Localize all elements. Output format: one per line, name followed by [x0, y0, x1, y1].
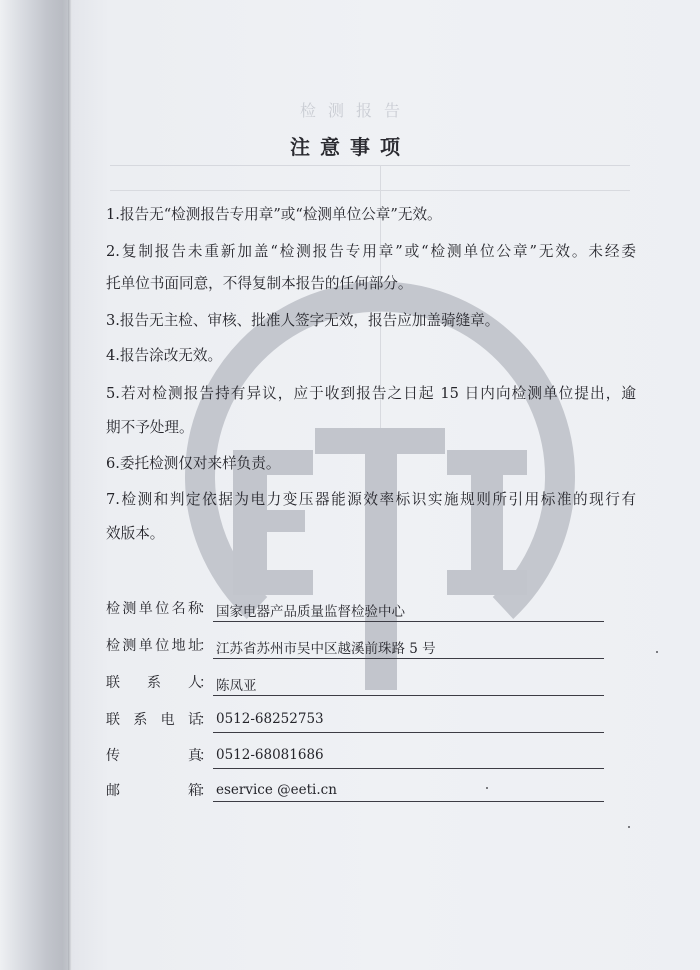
contact-colon: ： — [199, 601, 213, 617]
contact-colon: ： — [199, 638, 213, 654]
contact-colon: ： — [199, 675, 213, 691]
notice-item-7-cont: 效版本。 — [106, 525, 165, 542]
contact-colon: ： — [199, 712, 213, 728]
notice-item-6: 6.委托检测仅对来样负责。 — [106, 455, 281, 472]
page-title: 注意事项 — [290, 135, 410, 159]
contact-underline — [213, 768, 604, 769]
contact-underline — [213, 801, 604, 802]
notice-item-2-cont: 托单位书面同意，不得复制本报告的任何部分。 — [106, 275, 413, 292]
bleed-through-heading: 检测报告 — [300, 101, 413, 120]
notice-item-7: 7.检测和判定依据为电力变压器能源效率标识实施规则所引用标准的现行有 — [106, 491, 636, 508]
contact-value-email: eservice @eeti.cn — [216, 782, 337, 798]
contact-value-fax: 0512-68081686 — [216, 747, 324, 763]
bleed-through-rule — [110, 190, 630, 191]
contact-colon: ： — [199, 783, 213, 799]
notice-item-5: 5.若对检测报告持有异议，应于收到报告之日起 15 日内向检测单位提出，逾 — [106, 385, 636, 402]
contact-value-person: 陈凤亚 — [216, 678, 257, 694]
notice-item-2: 2.复制报告未重新加盖“检测报告专用章”或“检测单位公章”无效。未经委 — [106, 243, 636, 260]
notice-item-5-cont: 期不予处理。 — [106, 419, 194, 436]
contact-label-person: 联系人 — [106, 675, 202, 691]
contact-colon: ： — [199, 748, 213, 764]
contact-underline — [213, 695, 604, 696]
contact-underline — [213, 658, 604, 659]
scan-speck — [486, 787, 488, 789]
notice-item-3: 3.报告无主检、审核、批准人签字无效，报告应加盖骑缝章。 — [106, 312, 500, 329]
contact-value-org: 国家电器产品质量监督检验中心 — [216, 604, 405, 620]
contact-label-org: 检测单位名称 — [106, 601, 202, 617]
contact-underline — [213, 621, 604, 622]
contact-value-phone: 0512-68252753 — [216, 711, 324, 727]
scan-speck — [628, 826, 630, 828]
contact-label-phone: 联系电话 — [106, 712, 202, 728]
notice-item-4: 4.报告涂改无效。 — [106, 347, 223, 364]
notice-item-1: 1.报告无“检测报告专用章”或“检测单位公章”无效。 — [106, 206, 442, 223]
scan-speck — [656, 651, 658, 653]
contact-label-fax: 传真 — [106, 748, 202, 764]
bleed-through-rule — [110, 165, 630, 166]
contact-label-email: 邮箱 — [106, 783, 202, 799]
contact-value-address: 江苏省苏州市吴中区越溪前珠路 5 号 — [216, 641, 436, 657]
contact-label-address: 检测单位地址 — [106, 638, 202, 654]
contact-underline — [213, 732, 604, 733]
